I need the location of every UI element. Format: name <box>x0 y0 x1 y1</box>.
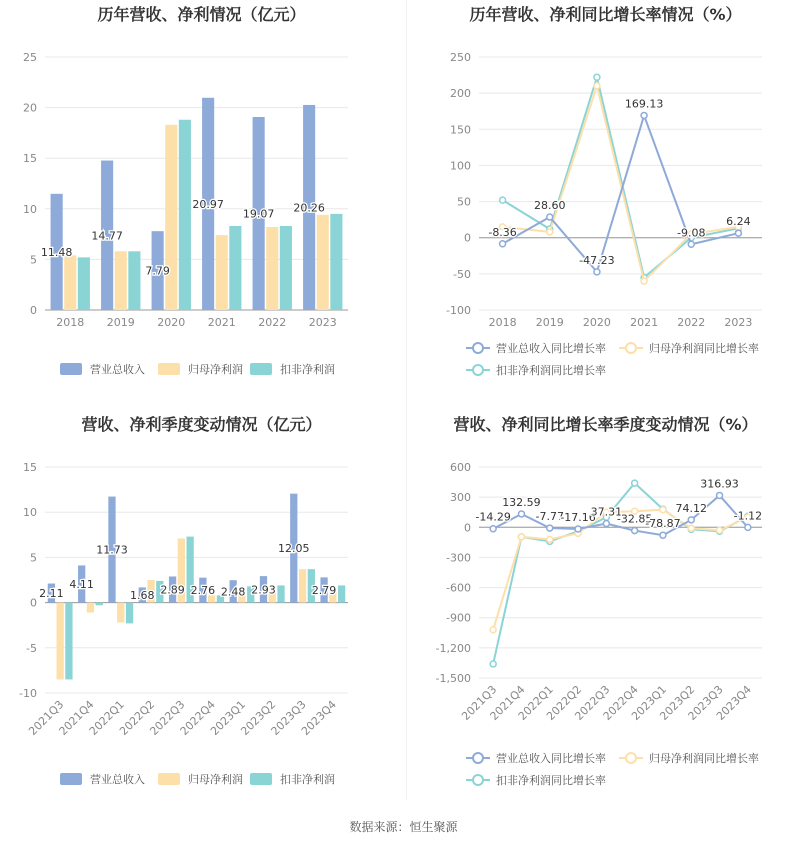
bar-扣非净利润 <box>65 603 72 680</box>
data-label: 28.60 <box>534 199 566 213</box>
line-扣非净利润同比增长率 <box>503 77 739 277</box>
y-tick-label: 5 <box>30 551 37 565</box>
quarterly-values-panel <box>0 410 403 810</box>
x-tick-label: 2022 <box>677 316 706 329</box>
data-label: 12.05 <box>278 542 310 556</box>
x-tick-label: 2022Q4 <box>600 682 641 723</box>
point-营业总收入同比增长率 <box>518 511 524 517</box>
data-label: 4.11 <box>69 578 94 592</box>
x-tick-label: 2019 <box>106 316 135 329</box>
data-label: 19.07 <box>242 207 275 221</box>
y-tick-label: 0 <box>30 596 37 610</box>
bar-扣非净利润 <box>96 603 103 606</box>
x-tick-label: 2023Q2 <box>238 697 279 738</box>
point-归母净利润同比增长率 <box>547 229 553 235</box>
x-tick-label: 2019 <box>535 316 564 329</box>
chart-title: 营收、净利同比增长率季度变动情况（%） <box>453 415 758 434</box>
data-label: -1.12 <box>733 509 763 523</box>
bar-扣非净利润 <box>229 226 241 310</box>
annual-values-chart <box>0 0 403 400</box>
x-tick-label: 2023Q3 <box>268 697 309 738</box>
bar-扣非净利润 <box>330 214 342 310</box>
legend-swatch <box>60 773 82 785</box>
point-归母净利润同比增长率 <box>490 627 496 633</box>
data-label: 2.79 <box>311 583 337 597</box>
annual-values-panel <box>0 0 403 400</box>
legend-label: 扣非净利润 <box>280 363 335 376</box>
point-归母净利润同比增长率 <box>660 507 666 513</box>
point-扣非净利润同比增长率 <box>632 480 638 486</box>
bar-扣非净利润 <box>277 585 284 602</box>
legend-label: 扣非净利润同比增长率 <box>496 774 606 787</box>
bar-扣非净利润 <box>338 585 345 602</box>
legend-marker <box>473 343 483 353</box>
y-tick-label: 600 <box>450 461 471 474</box>
x-tick-label: 2023Q1 <box>629 682 670 723</box>
legend-label: 扣非净利润 <box>280 773 335 786</box>
legend-swatch <box>158 773 180 785</box>
point-归母净利润同比增长率 <box>518 534 524 540</box>
x-tick-label: 2021Q4 <box>487 682 528 723</box>
data-label: 2.76 <box>190 584 216 598</box>
bar-归母净利润 <box>57 603 64 680</box>
legend-label: 营业总收入同比增长率 <box>496 342 606 355</box>
legend-swatch <box>250 363 272 375</box>
y-tick-label: -100 <box>446 304 471 317</box>
y-tick-label: -1,200 <box>435 641 471 655</box>
data-label: 2.48 <box>220 585 246 599</box>
x-tick-label: 2022Q2 <box>544 682 585 723</box>
quarterly-values-chart <box>0 410 403 810</box>
point-归母净利润同比增长率 <box>641 278 647 284</box>
legend-swatch <box>60 363 82 375</box>
y-tick-label: -900 <box>446 611 471 625</box>
y-tick-label: 250 <box>450 51 471 64</box>
data-label: 74.12 <box>675 501 707 515</box>
y-tick-label: -600 <box>446 581 471 595</box>
y-tick-label: -1,500 <box>435 672 471 685</box>
bar-扣非净利润 <box>179 120 191 310</box>
legend-marker <box>626 343 636 353</box>
y-tick-label: 0 <box>464 231 471 245</box>
y-tick-label: 15 <box>23 152 37 166</box>
y-tick-label: 300 <box>450 491 471 505</box>
x-tick-label: 2022Q4 <box>177 697 218 738</box>
point-营业总收入同比增长率 <box>575 526 581 532</box>
annual-growth-panel <box>404 0 807 400</box>
data-label: 2.89 <box>160 583 185 597</box>
data-label: -9.08 <box>677 226 706 240</box>
x-tick-label: 2023Q4 <box>298 697 339 738</box>
x-tick-label: 2021Q4 <box>56 697 97 738</box>
data-label: -14.29 <box>475 510 511 524</box>
x-tick-label: 2022Q3 <box>147 697 188 738</box>
bar-归母净利润 <box>317 215 329 310</box>
y-tick-label: 0 <box>464 521 471 535</box>
x-tick-label: 2021Q3 <box>459 682 500 723</box>
bar-归母净利润 <box>87 603 94 613</box>
x-tick-label: 2022Q2 <box>117 697 158 738</box>
x-tick-label: 2022Q1 <box>86 697 127 738</box>
data-label: 20.26 <box>293 201 325 215</box>
annual-growth-chart <box>404 0 807 400</box>
x-tick-label: 2022 <box>258 316 287 329</box>
bar-归母净利润 <box>299 569 306 602</box>
y-tick-label: -5 <box>26 641 37 655</box>
legend-marker <box>473 775 483 785</box>
point-营业总收入同比增长率 <box>490 526 496 532</box>
y-tick-label: -300 <box>446 551 471 565</box>
bar-归母净利润 <box>266 227 278 310</box>
data-source: 数据来源：恒生聚源 <box>349 820 458 834</box>
x-tick-label: 2023Q4 <box>713 682 754 723</box>
data-label: 11.73 <box>96 543 128 557</box>
y-tick-label: 25 <box>23 51 37 64</box>
legend-label: 营业总收入 <box>90 773 145 786</box>
data-label: 2.11 <box>39 587 64 601</box>
legend-marker <box>626 753 636 763</box>
bar-归母净利润 <box>64 255 76 310</box>
legend-marker <box>473 753 483 763</box>
y-tick-label: 10 <box>23 506 37 520</box>
bar-归母净利润 <box>115 251 127 310</box>
y-tick-label: -10 <box>19 687 37 700</box>
bar-归母净利润 <box>216 235 228 310</box>
point-营业总收入同比增长率 <box>735 230 741 236</box>
point-营业总收入同比增长率 <box>603 521 609 527</box>
legend-swatch <box>250 773 272 785</box>
bar-归母净利润 <box>165 125 177 310</box>
quarterly-growth-chart <box>404 410 807 810</box>
x-tick-label: 2023 <box>308 316 337 329</box>
data-label: 11.48 <box>40 245 73 259</box>
legend-label: 营业总收入 <box>90 363 145 376</box>
legend-label: 归母净利润 <box>188 363 243 376</box>
point-营业总收入同比增长率 <box>632 528 638 534</box>
point-营业总收入同比增长率 <box>547 525 553 531</box>
y-tick-label: 50 <box>457 195 471 209</box>
data-label: -17.16 <box>560 511 596 525</box>
x-tick-label: 2021 <box>207 316 236 329</box>
legend-label: 归母净利润同比增长率 <box>649 342 759 355</box>
chart-title: 历年营收、净利同比增长率情况（%） <box>469 5 742 24</box>
x-tick-label: 2021 <box>630 316 659 329</box>
point-营业总收入同比增长率 <box>594 269 600 275</box>
point-扣非净利润同比增长率 <box>500 197 506 203</box>
point-扣非净利润同比增长率 <box>594 74 600 80</box>
point-归母净利润同比增长率 <box>547 536 553 542</box>
data-label: 1.68 <box>130 589 155 603</box>
point-营业总收入同比增长率 <box>547 214 553 220</box>
data-label: -78.87 <box>645 517 681 531</box>
point-归母净利润同比增长率 <box>688 525 694 531</box>
data-label: 20.97 <box>192 197 224 211</box>
y-tick-label: -50 <box>453 267 471 281</box>
data-label: 2.93 <box>251 583 276 597</box>
data-label: 6.24 <box>726 215 751 229</box>
data-label: 316.93 <box>700 477 739 491</box>
point-营业总收入同比增长率 <box>641 112 647 118</box>
data-label: 37.31 <box>590 505 623 519</box>
point-营业总收入同比增长率 <box>688 517 694 523</box>
bar-扣非净利润 <box>78 257 90 310</box>
legend-label: 扣非净利润同比增长率 <box>496 364 606 377</box>
x-tick-label: 2020 <box>582 316 611 329</box>
y-tick-label: 100 <box>450 159 471 173</box>
legend-swatch <box>158 363 180 375</box>
x-tick-label: 2021Q3 <box>26 697 67 738</box>
point-扣非净利润同比增长率 <box>490 661 496 667</box>
point-营业总收入同比增长率 <box>717 492 723 498</box>
data-label: 14.77 <box>91 229 123 243</box>
point-营业总收入同比增长率 <box>688 241 694 247</box>
data-label: 132.59 <box>502 495 541 509</box>
bar-归母净利润 <box>117 603 124 623</box>
data-label: 7.79 <box>145 264 170 278</box>
bar-扣非净利润 <box>128 251 140 310</box>
point-营业总收入同比增长率 <box>660 532 666 538</box>
point-归母净利润同比增长率 <box>594 83 600 89</box>
point-归母净利润同比增长率 <box>717 527 723 533</box>
point-营业总收入同比增长率 <box>745 524 751 530</box>
y-tick-label: 0 <box>30 304 37 317</box>
data-label: -47.23 <box>579 253 615 267</box>
data-label: -8.36 <box>488 225 517 239</box>
line-归母净利润同比增长率 <box>503 86 739 281</box>
y-tick-label: 20 <box>23 101 37 115</box>
x-tick-label: 2018 <box>56 316 85 329</box>
legend-label: 归母净利润 <box>188 773 243 786</box>
x-tick-label: 2023Q3 <box>685 682 726 723</box>
data-label: 169.13 <box>624 97 664 111</box>
x-tick-label: 2023Q1 <box>208 697 249 738</box>
x-tick-label: 2022Q3 <box>572 682 613 723</box>
y-tick-label: 5 <box>30 253 37 267</box>
legend-label: 归母净利润同比增长率 <box>649 752 759 765</box>
y-tick-label: 15 <box>23 461 37 474</box>
bar-扣非净利润 <box>126 603 133 624</box>
legend-label: 营业总收入同比增长率 <box>496 752 606 765</box>
y-tick-label: 200 <box>450 87 471 101</box>
x-tick-label: 2022Q1 <box>515 682 556 723</box>
legend-marker <box>473 365 483 375</box>
bar-扣非净利润 <box>280 226 292 310</box>
data-label: -7.77 <box>535 510 564 524</box>
x-tick-label: 2023 <box>724 316 753 329</box>
chart-title: 历年营收、净利情况（亿元） <box>97 5 306 24</box>
point-营业总收入同比增长率 <box>500 241 506 247</box>
y-tick-label: 10 <box>23 202 37 216</box>
y-tick-label: 150 <box>450 123 471 137</box>
data-label: -32.85 <box>616 512 653 526</box>
chart-title: 营收、净利季度变动情况（亿元） <box>81 415 322 434</box>
line-营业总收入同比增长率 <box>503 115 739 271</box>
x-tick-label: 2023Q2 <box>657 682 698 723</box>
x-tick-label: 2020 <box>157 316 186 329</box>
x-tick-label: 2018 <box>488 316 517 329</box>
quarterly-growth-panel <box>404 410 807 810</box>
